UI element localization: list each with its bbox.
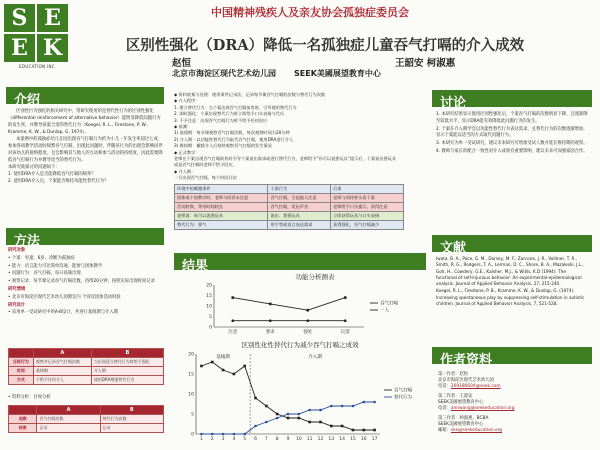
y-tick-label: 5	[191, 412, 194, 418]
contact-link[interactable]: annwang@seekeducation.org	[450, 406, 515, 411]
data-point	[330, 405, 333, 408]
data-point	[362, 401, 365, 404]
subject-item: • 问题行为：吞气打嗝，每日高频出现	[8, 271, 81, 277]
logo-letter: K	[37, 34, 68, 62]
procedure-line: 3) 维持期：撤除介入后持续观察吞气打嗝的发生情况	[174, 143, 272, 149]
data-point	[211, 433, 214, 436]
author-heading: 作者资料	[432, 347, 592, 364]
cell-a: 记录	[37, 424, 100, 433]
x-tick-label: 5	[243, 437, 247, 442]
data-point	[341, 405, 344, 408]
abc-cell: 团体或个别教学时，老师与同伴未注意	[175, 194, 268, 203]
contact-type: 邮箱：	[438, 428, 451, 433]
cell-b: 当出现适当替代行为时给予强化	[91, 358, 163, 367]
data-point	[287, 417, 290, 420]
abc-cell: 吞气打嗝，发出声音	[268, 203, 331, 212]
discussion-list	[436, 112, 588, 157]
row-label: 目标行为	[9, 358, 34, 367]
procedure-text	[174, 92, 424, 182]
abc-cell: 个案行为	[268, 185, 331, 194]
abc-cell: 替代行为：要气	[175, 221, 268, 230]
data-point	[276, 413, 279, 416]
x-tick-label: 16	[360, 437, 367, 442]
data-point	[269, 303, 272, 306]
procedure-line: 老师在个案出现吞气打嗝前兆时引导个案说出需求或进行替代行为，老师给予“你可以说要玩具”提示后，个案说出要玩具	[174, 156, 397, 162]
logo-tagline: EDUCATION INC	[19, 64, 55, 69]
intro-paragraph-1: 区别性行为强化的相关研究中，常研究使用的是替代性行为的区别性强化（differential reinforcement of alternative behavior）能明显降低问题行为的发生率，并教导孩童合适的替代行为（Koegel, R. L., Firestone, P. W., Kramme, K. W., & Dunlap, G. 1974）。	[8, 109, 161, 135]
method-table-header-b: B	[91, 349, 163, 358]
method-list	[8, 248, 164, 318]
x-tick-label: 独处	[303, 330, 313, 335]
data-point	[276, 417, 279, 420]
cell-a: 不给予任何介入	[33, 376, 91, 385]
y-tick-label: 20	[206, 283, 212, 289]
contact-line	[438, 428, 588, 434]
x-tick-label: 17	[371, 437, 378, 442]
abc-cell: 吞气打嗝，引起他人注意	[268, 194, 331, 203]
data-point	[231, 319, 234, 322]
contact-link[interactable]: 26918660A@seek.com	[450, 384, 501, 389]
y-tick-label: 10	[188, 392, 194, 398]
table-row	[9, 367, 164, 376]
intro-question-lead: 本研究欲探讨的问题如下：	[8, 165, 60, 170]
contact-label: 第一作者：赵恒	[438, 372, 469, 377]
method-table-corner	[9, 349, 34, 358]
procedure-line: 1) 基线期：每节课观察吞气打嗝次数，每次观察时间为20分钟	[174, 130, 290, 136]
cell-b: 使用DRA增强替代行为	[91, 376, 163, 385]
logo-letter: E	[37, 4, 68, 32]
data-point	[341, 425, 344, 428]
x-tick-label: 6	[254, 437, 257, 442]
poster-title: 区别性强化（DRA）降低一名孤独症儿童吞气打嗝的介入成效	[125, 37, 525, 54]
discussion-item: 3. 本研究为单一受试研究，建议未来研究可增加受试人数并延长维持期的观察。	[436, 141, 588, 147]
table-row	[9, 376, 164, 385]
series-line	[233, 298, 346, 311]
data-point	[254, 425, 257, 428]
results-heading: 结果	[174, 253, 426, 270]
x-tick-label: 3	[221, 437, 225, 442]
chart2-title: 区别性化性替代行为减少吞气打嗝之成效	[241, 341, 359, 349]
table-row	[175, 221, 404, 230]
data-point	[265, 405, 268, 408]
logo-letters	[4, 4, 68, 62]
row-label: 时间	[9, 367, 34, 376]
intro-heading: 介绍	[6, 87, 164, 104]
data-point	[269, 319, 272, 322]
cell-a: 吞气打嗝次数	[37, 415, 100, 424]
procedure-line: 一旦出现吞气打嗝，每个时段计次	[174, 175, 237, 181]
logo-letter: E	[4, 34, 35, 62]
chart1-title: 功能分析测表	[295, 273, 335, 281]
abc-cell: 用手势或语言表达需求	[268, 221, 331, 230]
setting-title: 研究情境	[8, 286, 26, 292]
legend-label: 吞气打嗝	[394, 388, 412, 394]
intro-question-2: 2. 使用DRA介入后，个案能否维持功能性替代行为？	[8, 179, 109, 184]
data-point	[200, 365, 203, 368]
data-point	[306, 319, 309, 322]
phase-label: 介入期	[308, 355, 322, 360]
author-contacts	[438, 372, 588, 434]
y-tick-label: 5	[209, 315, 212, 320]
procedure-line: ◆ 介入期：	[174, 168, 196, 174]
abc-cell: 老师说：你可以说要玩具	[175, 212, 268, 221]
discussion-heading: 讨论	[432, 90, 592, 107]
x-tick-label: 要求	[265, 330, 275, 335]
intro-paragraph-2: 本案例中的孤独症幼儿在园出现吞气打嗝行为约为小儿一年发生率超过七成，参加各项教学活动时频繁吞气打嗝，出现此问题时，伴随该行为的出现会影响同伴对该幼儿的接纳程度，且会影响其与他人的互动和参与活动的持续度，因此需要降低吞气打嗝行为并教导适当的替代行为。	[8, 137, 163, 163]
contact-type: 电话：	[438, 406, 451, 411]
table-row	[175, 194, 404, 203]
row-label: 观察	[9, 415, 37, 424]
affiliations	[172, 68, 502, 79]
series-line	[201, 362, 374, 430]
y-tick-label: 15	[206, 294, 212, 299]
contact-label: 第三作者：柯淑惠，BCBA	[438, 416, 489, 421]
discussion-item: 1. 本研究结果显示使用区别性强化后，个案吞气打嗝的次数明显下降，且逐渐降至较低水平，显示DRA能有效降低此问题行为的发生。	[436, 112, 588, 124]
procedure-line: 3. 不予注意：出现吞气打嗝行为时不给予任何回应	[174, 117, 268, 123]
y-tick-label: 15	[188, 372, 194, 378]
data-point	[211, 361, 214, 364]
setting-item: • 北京市海淀区现代艺术幼儿园教室内 个别及团体活动时段	[8, 294, 121, 300]
legend-label: 替代行为	[394, 395, 412, 401]
contact-org: SEEK美國展望教育中心	[438, 400, 484, 405]
data-point	[243, 365, 246, 368]
affiliation-1: 北京市海淀区现代艺术幼儿园	[172, 69, 276, 78]
data-point	[298, 417, 301, 420]
table-row	[9, 424, 164, 433]
table-row	[9, 415, 164, 424]
data-point	[200, 433, 203, 436]
data-point	[254, 397, 257, 400]
x-tick-label: 2	[210, 437, 214, 442]
method-note: • 资料分析：目视分析	[8, 395, 51, 400]
x-tick-label: 12	[317, 437, 324, 442]
contact-org: 北京市海淀区现代艺术幼儿园	[438, 378, 494, 383]
abc-cell: 环境中的刺激事件	[175, 185, 268, 194]
x-tick-label: 10	[295, 437, 302, 442]
data-point	[344, 296, 347, 299]
data-point	[352, 405, 355, 408]
method-heading: 方法	[6, 228, 164, 245]
procedure-line: ◆ 前测：	[174, 124, 192, 130]
legend-label: 吞气打嗝	[380, 301, 398, 307]
y-tick-label: 20	[188, 352, 194, 358]
data-point	[222, 433, 225, 436]
method-table-header	[9, 349, 164, 358]
abc-cell: 老师给予口头提示，获得注意	[331, 203, 404, 212]
cell-b: 替代行为次数	[100, 415, 163, 424]
functional-analysis-chart	[200, 281, 410, 339]
contact-label: 第二作者：王韶安	[438, 394, 473, 399]
association-title: 中国精神残疾人及亲友协会孤独症委员会	[211, 6, 409, 19]
data-point	[243, 433, 246, 436]
subject-item: • 观察记录：每节课记录吞气打嗝次数，持续20分钟，按照实际出现时间记录	[8, 279, 155, 285]
abc-cell: 获得强化，吞气打嗝减少	[331, 221, 404, 230]
data-point	[287, 413, 290, 416]
x-tick-label: 11	[306, 437, 313, 442]
discussion-item: 2. 个案在介入期学会以功能性替代行为表达需求，且替代行为的次数逐渐增加，显示个案能以适当的方式取代问题行为。	[436, 126, 588, 139]
affiliation-2: SEEK美國展望教育中心	[294, 69, 381, 78]
cell-b: 介入期	[91, 367, 163, 376]
data-point	[308, 421, 311, 424]
abc-cell: 后果	[331, 185, 404, 194]
method-table-2	[8, 405, 164, 433]
data-point	[330, 425, 333, 428]
subject-item: • 能力：语言能力可达简单沟通，能参与团体教学	[8, 263, 103, 269]
design-item: • 采用单一受试研究中的A-B设计，共进行基线期与介入期	[8, 310, 118, 316]
intervention-effect-chart	[182, 350, 426, 444]
x-tick-label: 玩耍	[340, 330, 350, 335]
x-tick-label: 注意	[228, 330, 238, 335]
references-list	[436, 256, 588, 308]
data-point	[233, 373, 236, 376]
data-point	[352, 429, 355, 432]
references-heading: 文献	[432, 235, 592, 252]
y-tick-label: 10	[206, 304, 212, 310]
method-table-header-a: A	[33, 349, 91, 358]
cell-b: 记录	[100, 424, 163, 433]
data-point	[233, 433, 236, 436]
data-point	[298, 413, 301, 416]
logo-letter: S	[4, 4, 35, 32]
x-tick-label: 14	[339, 437, 345, 442]
data-point	[319, 409, 322, 412]
table-row	[175, 185, 404, 194]
author-right: 王韶安 柯淑惠	[395, 58, 456, 69]
procedure-line: 1. 建立替代行为：当个案出现吞气打嗝前兆时，引导使用替代行为	[174, 104, 297, 110]
row-label: 结果	[9, 424, 37, 433]
abc-table	[174, 184, 404, 230]
data-point	[222, 369, 225, 372]
data-point	[373, 429, 376, 432]
x-tick-label: 4	[232, 437, 236, 442]
data-point	[231, 296, 234, 299]
procedure-line: 或是吞气打嗝时老师不给予回应。	[174, 162, 237, 168]
procedure-line: ◆ 资料收集与处理：使用事件记录法，记录每节课吞气打嗝的次数与替代行为次数	[174, 92, 326, 97]
legend-label: 一人	[380, 308, 389, 314]
discussion-item: 4. 教师与家长的配合一致性对介入成效有重要影响，建议未来可加强家园合作。	[436, 148, 588, 154]
data-point	[265, 421, 268, 424]
data-point	[344, 319, 347, 322]
design-title: 研究设计	[8, 302, 26, 308]
row-label: 方式	[9, 376, 34, 385]
contact-type: 电话：	[438, 384, 451, 389]
data-point	[373, 401, 376, 404]
reference-item: Iwata, B. A., Pace, G. M., Dorsey, M. F., Zarcone, J. R., Vollmer, T. R., Smith, R. G., Rodgers, T. A., Lerman, D. C., Shore, B. A., Mazaleski, J.L., Goh, H., Cowdery, G.E., Kalsher, M.J., & Willis, K.D (1994). The functional of self-injurious behavior: An experimental-epidemiological analysis. Journal of Applied Behavior Analysis, 27, 215-240.	[436, 256, 584, 287]
subjects-title: 研究对象	[8, 248, 26, 253]
author-left: 赵恒	[172, 58, 192, 69]
phase-label: 基线期	[216, 355, 230, 360]
method-table	[8, 348, 164, 385]
data-point	[306, 309, 309, 312]
abc-cell: 活动转换，等待时间较长	[175, 203, 268, 212]
contact-org: SEEK美國展望教育中心	[438, 422, 484, 427]
data-point	[308, 409, 311, 412]
abc-cell: 老师与同伴转头看个案	[331, 194, 404, 203]
x-tick-label: 13	[328, 437, 335, 442]
y-tick-label: 0	[209, 325, 212, 331]
subject-item: • 个案：男童，6岁，诊断为孤独症	[8, 255, 75, 261]
x-tick-label: 8	[275, 437, 279, 442]
reference-item: Koegel, R. L., Firestone, P. B., Kramme, K. W., & Dunlap, G. (1974). Increasing spontaneous play by suppressing self-stimulation in autistic children. Journal of Applied Behavior Analysis, 7, 521-528.	[436, 288, 585, 307]
y-tick-label: 0	[191, 432, 194, 438]
data-point	[362, 429, 365, 432]
cell-a: 基线期	[33, 367, 91, 376]
procedure-line: ◆ 介入程序：	[174, 98, 200, 104]
x-tick-label: 9	[286, 437, 290, 442]
intro-question-1: 1. 使用DRA介入是否能降低吞气打嗝的频率？	[8, 172, 96, 177]
x-tick-label: 7	[264, 437, 268, 442]
method-table-2-header-a: A	[37, 406, 100, 415]
method-table-2-header	[9, 406, 164, 415]
procedure-line: ◆ 正式教学：	[174, 149, 200, 155]
intro-body	[8, 108, 164, 185]
procedure-line: 2) 介入期：以功能性替代行为取代吞气打嗝，使用DRA进行介入	[174, 136, 294, 142]
method-table-2-header-b: B	[100, 406, 163, 415]
cell-a: 观察并记录吞气打嗝次数	[33, 358, 91, 367]
abc-cell: 说出：我要玩具	[268, 212, 331, 221]
contact-link[interactable]: ske@seekeducation.org	[450, 428, 502, 433]
x-tick-label: 1	[199, 437, 203, 442]
seek-logo	[4, 4, 70, 74]
procedure-line: 2. 即时强化：个案出现替代行为时立即给予口头表扬与代币	[174, 111, 285, 117]
table-row	[175, 212, 404, 221]
x-tick-label: 15	[350, 437, 356, 442]
method-table-2-corner	[9, 406, 37, 415]
table-row	[9, 358, 164, 367]
table-row	[175, 203, 404, 212]
abc-cell: 立即获得玩具与口头表扬	[331, 212, 404, 221]
data-point	[319, 421, 322, 424]
